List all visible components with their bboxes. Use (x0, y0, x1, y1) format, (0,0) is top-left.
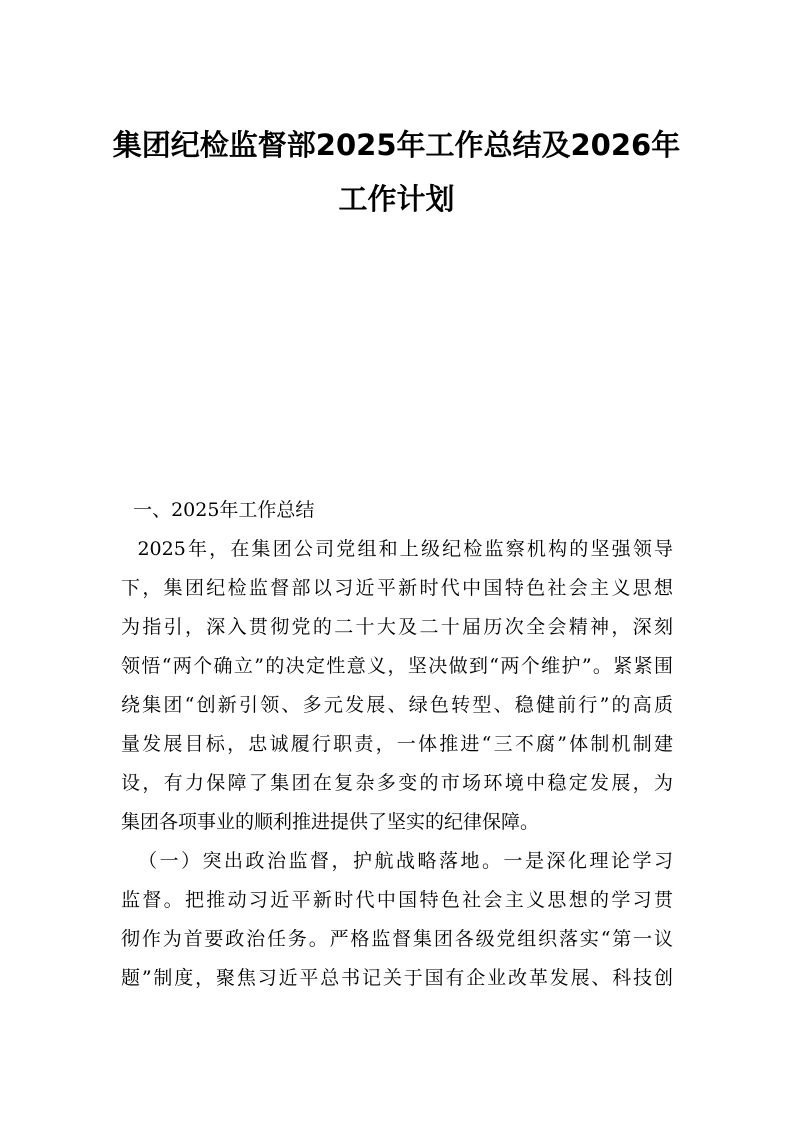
title-line-1: 集团纪检监督部2025年工作总结及2026年 (112, 128, 681, 162)
body-line: 一、2025年工作总结 (121, 499, 315, 521)
body-line: 彻作为首要政治任务。严格监督集团各级党组织落实“第一议 (121, 928, 673, 950)
body-line: 量发展目标，忠诚履行职责，一体推进“三不腐”体制机制建 (121, 733, 673, 755)
body-line: 集团各项事业的顺利推进提供了坚实的纪律保障。 (121, 811, 540, 833)
body-line: 2025年，在集团公司党组和上级纪检监察机构的坚强领导 (121, 538, 673, 560)
body-line: 下，集团纪检监督部以习近平新时代中国特色社会主义思想 (121, 577, 673, 599)
body-line: （一）突出政治监督，护航战略落地。一是深化理论学习 (121, 850, 673, 872)
document-body (121, 491, 673, 998)
body-line: 监督。把推动习近平新时代中国特色社会主义思想的学习贯 (121, 889, 673, 911)
body-line: 为指引，深入贯彻党的二十大及二十届历次全会精神，深刻 (121, 616, 673, 638)
document-title (100, 118, 693, 226)
body-line: 设，有力保障了集团在复杂多变的市场环境中稳定发展，为 (121, 772, 673, 794)
body-line: 绕集团“创新引领、多元发展、绿色转型、稳健前行”的高质 (121, 694, 673, 716)
title-line-2: 工作计划 (338, 182, 455, 216)
body-line: 题”制度，聚焦习近平总书记关于国有企业改革发展、科技创 (121, 967, 673, 989)
body-line: 领悟“两个确立”的决定性意义，坚决做到“两个维护”。紧紧围 (121, 655, 673, 677)
